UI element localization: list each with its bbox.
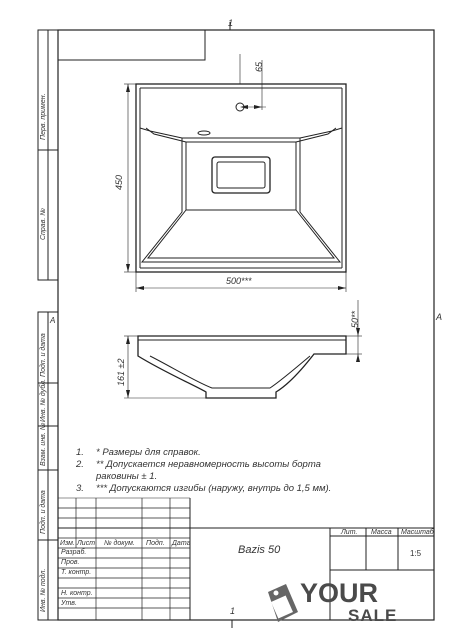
page-marker-bottom: 1 bbox=[230, 606, 236, 616]
label-inv-podl: Инв. № подл. bbox=[40, 568, 47, 612]
tb-row-tkontr: Т. контр. bbox=[61, 569, 92, 576]
label-sprav: Справ. № bbox=[40, 208, 47, 240]
tb-col-data: Дата bbox=[172, 540, 191, 547]
dim-tap-offset: 65 bbox=[254, 61, 264, 72]
basin-top-outer bbox=[136, 84, 346, 272]
your-sale-logo bbox=[262, 578, 422, 634]
logo-word-sale: SALE bbox=[348, 606, 398, 625]
note-2-cont: раковины ± 1. bbox=[96, 471, 158, 482]
tb-product-name: Bazis 50 bbox=[238, 544, 281, 556]
label-vzam-inv: Взам. инв. № bbox=[40, 422, 47, 466]
note-2-text: ** Допускается неравномерность высоты борта bbox=[96, 459, 321, 470]
note-2-num: 2. bbox=[76, 459, 84, 470]
tb-scale-value: 1:5 bbox=[410, 549, 422, 558]
page-marker-top: 1 bbox=[228, 18, 234, 28]
tb-scale-label: Масштаб bbox=[401, 529, 434, 536]
dim-width: 500*** bbox=[226, 276, 252, 286]
tb-lit-label: Лит. bbox=[341, 529, 358, 536]
label-podp-data-2: Подп. и дата bbox=[40, 490, 47, 534]
tb-row-prov: Пров. bbox=[61, 559, 80, 566]
tb-mass-label: Масса bbox=[371, 529, 392, 536]
dim-depth: 450 bbox=[114, 174, 124, 190]
basin-side-profile bbox=[138, 336, 346, 398]
tb-row-razrab: Разраб. bbox=[61, 549, 87, 556]
tb-col-docnum: № докум. bbox=[104, 540, 135, 547]
dim-total-height: 161 ±2 bbox=[116, 358, 126, 386]
tb-col-izm: Изм. bbox=[60, 540, 75, 547]
tb-col-list: Лист bbox=[77, 540, 96, 547]
note-3-num: 3. bbox=[76, 483, 84, 494]
logo-word-your: YOUR bbox=[300, 578, 379, 608]
tb-row-nkontr: Н. контр. bbox=[61, 590, 93, 597]
label-podp-data-1: Подп. и дата bbox=[40, 333, 47, 377]
overflow bbox=[198, 131, 210, 135]
dim-rim-height: 50** bbox=[350, 310, 360, 328]
format-marker-right: A bbox=[436, 312, 443, 322]
note-3-text: *** Допускаются изгибы (наружу, внутрь до 1,5 мм). bbox=[96, 483, 332, 494]
format-marker-left: A bbox=[50, 316, 56, 325]
drain-inner bbox=[217, 162, 265, 188]
note-1-text: * Размеры для справок. bbox=[96, 447, 201, 458]
label-inv-dubl: Инв. № дубл. bbox=[40, 378, 47, 422]
label-perv-primen: Перв. примен. bbox=[40, 93, 47, 140]
top-notch bbox=[58, 30, 205, 60]
note-1-num: 1. bbox=[76, 447, 84, 458]
tb-row-utv: Утв. bbox=[61, 600, 77, 607]
tb-col-podp: Подп. bbox=[146, 540, 165, 547]
